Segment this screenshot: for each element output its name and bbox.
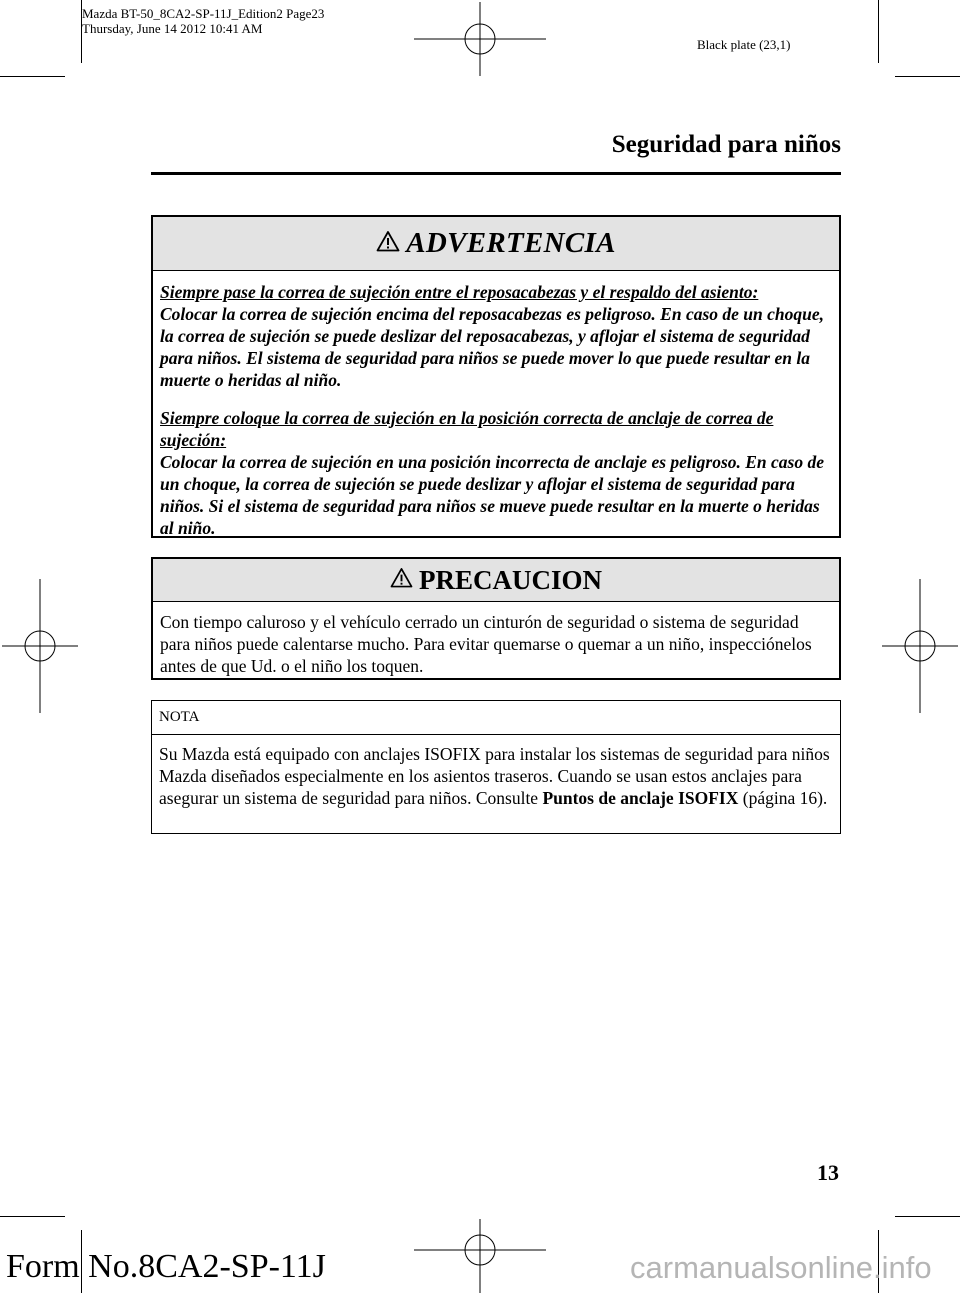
note-box xyxy=(151,700,841,834)
warning-item xyxy=(160,407,831,539)
warning-body xyxy=(153,271,839,539)
warning-box xyxy=(151,215,841,538)
registration-mark-icon xyxy=(414,1219,546,1293)
plate-label: Black plate (23,1) xyxy=(697,37,791,52)
note-text: Su Mazda está equipado con anclajes ISOFIX para instalar los sistemas de seguridad para niños Mazda diseñados especialmente en los asientos traseros. Cuando se usan estos anclajes para asegurar un sistema de seguridad para niños. Consulte xyxy=(159,744,830,808)
caution-title: PRECAUCION xyxy=(418,564,602,595)
registration-mark-icon xyxy=(414,2,546,76)
note-page-reference: (página 16). xyxy=(738,788,828,808)
crop-mark xyxy=(895,76,960,77)
crop-mark xyxy=(895,1216,960,1217)
registration-mark-icon xyxy=(2,579,78,713)
section-title-rule xyxy=(151,172,841,175)
warning-title: ADVERTENCIA xyxy=(406,227,616,259)
caution-header xyxy=(153,559,839,602)
note-title: NOTA xyxy=(152,701,840,735)
print-meta-line-1: Mazda BT-50_8CA2-SP-11J_Edition2 Page23 xyxy=(82,6,325,21)
warning-item xyxy=(160,281,831,391)
isofix-reference-link[interactable]: Puntos de anclaje ISOFIX xyxy=(542,788,739,808)
form-number: Form No.8CA2-SP-11J xyxy=(6,1248,326,1285)
crop-mark xyxy=(0,76,65,77)
warning-triangle-icon xyxy=(376,230,400,257)
print-meta-line-2: Thursday, June 14 2012 10:41 AM xyxy=(82,21,263,36)
caution-text: Con tiempo caluroso y el vehículo cerrado un cinturón de seguridad o sistema de seguridad para niños puede calentarse mucho. Para evitar quemarse o quemar a un niño, inspecciónelos antes de que Ud. o el niño los toquen. xyxy=(160,612,812,676)
note-body xyxy=(152,735,840,809)
registration-mark-icon xyxy=(882,579,958,713)
warning-header xyxy=(153,217,839,271)
crop-mark xyxy=(81,0,82,63)
watermark: carmanualsonline.info xyxy=(630,1250,932,1285)
warning-item-text: Colocar la correa de sujeción en una posición incorrecta de anclaje es peligroso. En caso de un choque, la correa de sujeción se puede deslizar y aflojar el sistema de seguridad para niños. Si el sistema de seguridad para niños se mueve puede resultar en la muerte o heridas al niño. xyxy=(160,452,825,538)
crop-mark xyxy=(878,0,879,63)
page-number: 13 xyxy=(817,1160,839,1185)
section-title: Seguridad para niños xyxy=(611,131,841,158)
caution-box xyxy=(151,557,841,680)
warning-triangle-icon xyxy=(390,567,413,593)
crop-mark xyxy=(0,1216,65,1217)
warning-item-heading: Siempre pase la correa de sujeción entre el reposacabezas y el respaldo del asiento: xyxy=(160,282,759,302)
warning-item-text: Colocar la correa de sujeción encima del reposacabezas es peligroso. En caso de un choque, la correa de sujeción se puede deslizar del reposacabezas, y aflojar el sistema de seguridad para niños. El sistema de seguridad para niños se puede mover lo que puede resultar en la muerte o heridas al niño. xyxy=(160,304,825,390)
warning-item-heading: Siempre coloque la correa de sujeción en la posición correcta de anclaje de correa de sujeción: xyxy=(160,408,774,450)
